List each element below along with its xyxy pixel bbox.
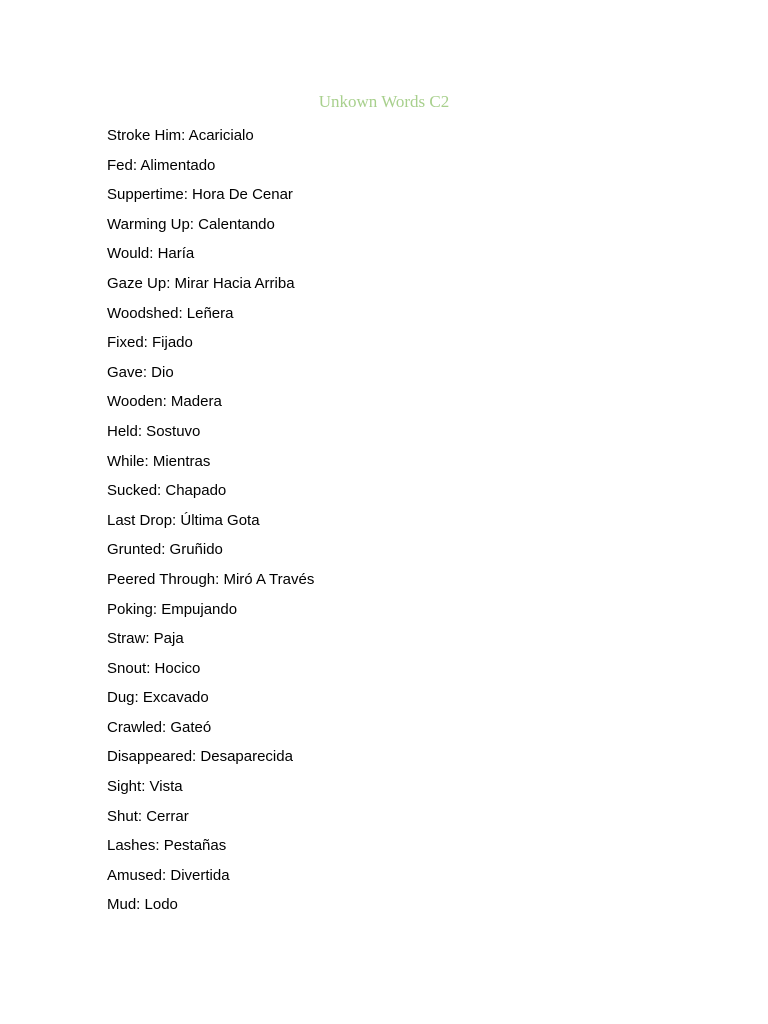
- list-item: Lashes: Pestañas: [107, 837, 227, 855]
- vocabulary-list: [107, 121, 314, 920]
- list-item: Warming Up: Calentando: [107, 215, 275, 233]
- list-item: Mud: Lodo: [107, 896, 178, 914]
- list-item: Would: Haría: [107, 245, 195, 263]
- list-item: Woodshed: Leñera: [107, 304, 234, 322]
- list-item: Peered Through: Miró A Través: [107, 570, 315, 588]
- list-item: Last Drop: Última Gota: [107, 511, 260, 529]
- list-item: Held: Sostuvo: [107, 422, 201, 440]
- list-item: Crawled: Gateó: [107, 718, 212, 736]
- list-item: Snout: Hocico: [107, 659, 201, 677]
- list-item: Gave: Dio: [107, 363, 174, 381]
- list-item: Fixed: Fijado: [107, 334, 193, 352]
- list-item: Sucked: Chapado: [107, 482, 227, 500]
- list-item: Shut: Cerrar: [107, 807, 189, 825]
- list-item: Dug: Excavado: [107, 689, 209, 707]
- list-item: Straw: Paja: [107, 630, 184, 648]
- page-title: Unkown Words C2: [318, 92, 450, 111]
- list-item: Wooden: Madera: [107, 393, 222, 411]
- list-item: Poking: Empujando: [107, 600, 238, 618]
- list-item: Suppertime: Hora De Cenar: [107, 186, 293, 204]
- list-item: Amused: Divertida: [107, 866, 230, 884]
- list-item: Stroke Him: Acaricialo: [107, 127, 254, 144]
- list-item: Fed: Alimentado: [107, 156, 216, 174]
- list-item: Disappeared: Desaparecida: [107, 748, 293, 766]
- list-item: While: Mientras: [107, 452, 211, 470]
- list-item: Sight: Vista: [107, 778, 183, 796]
- list-item: Gaze Up: Mirar Hacia Arriba: [107, 274, 295, 292]
- list-item: Grunted: Gruñido: [107, 541, 223, 559]
